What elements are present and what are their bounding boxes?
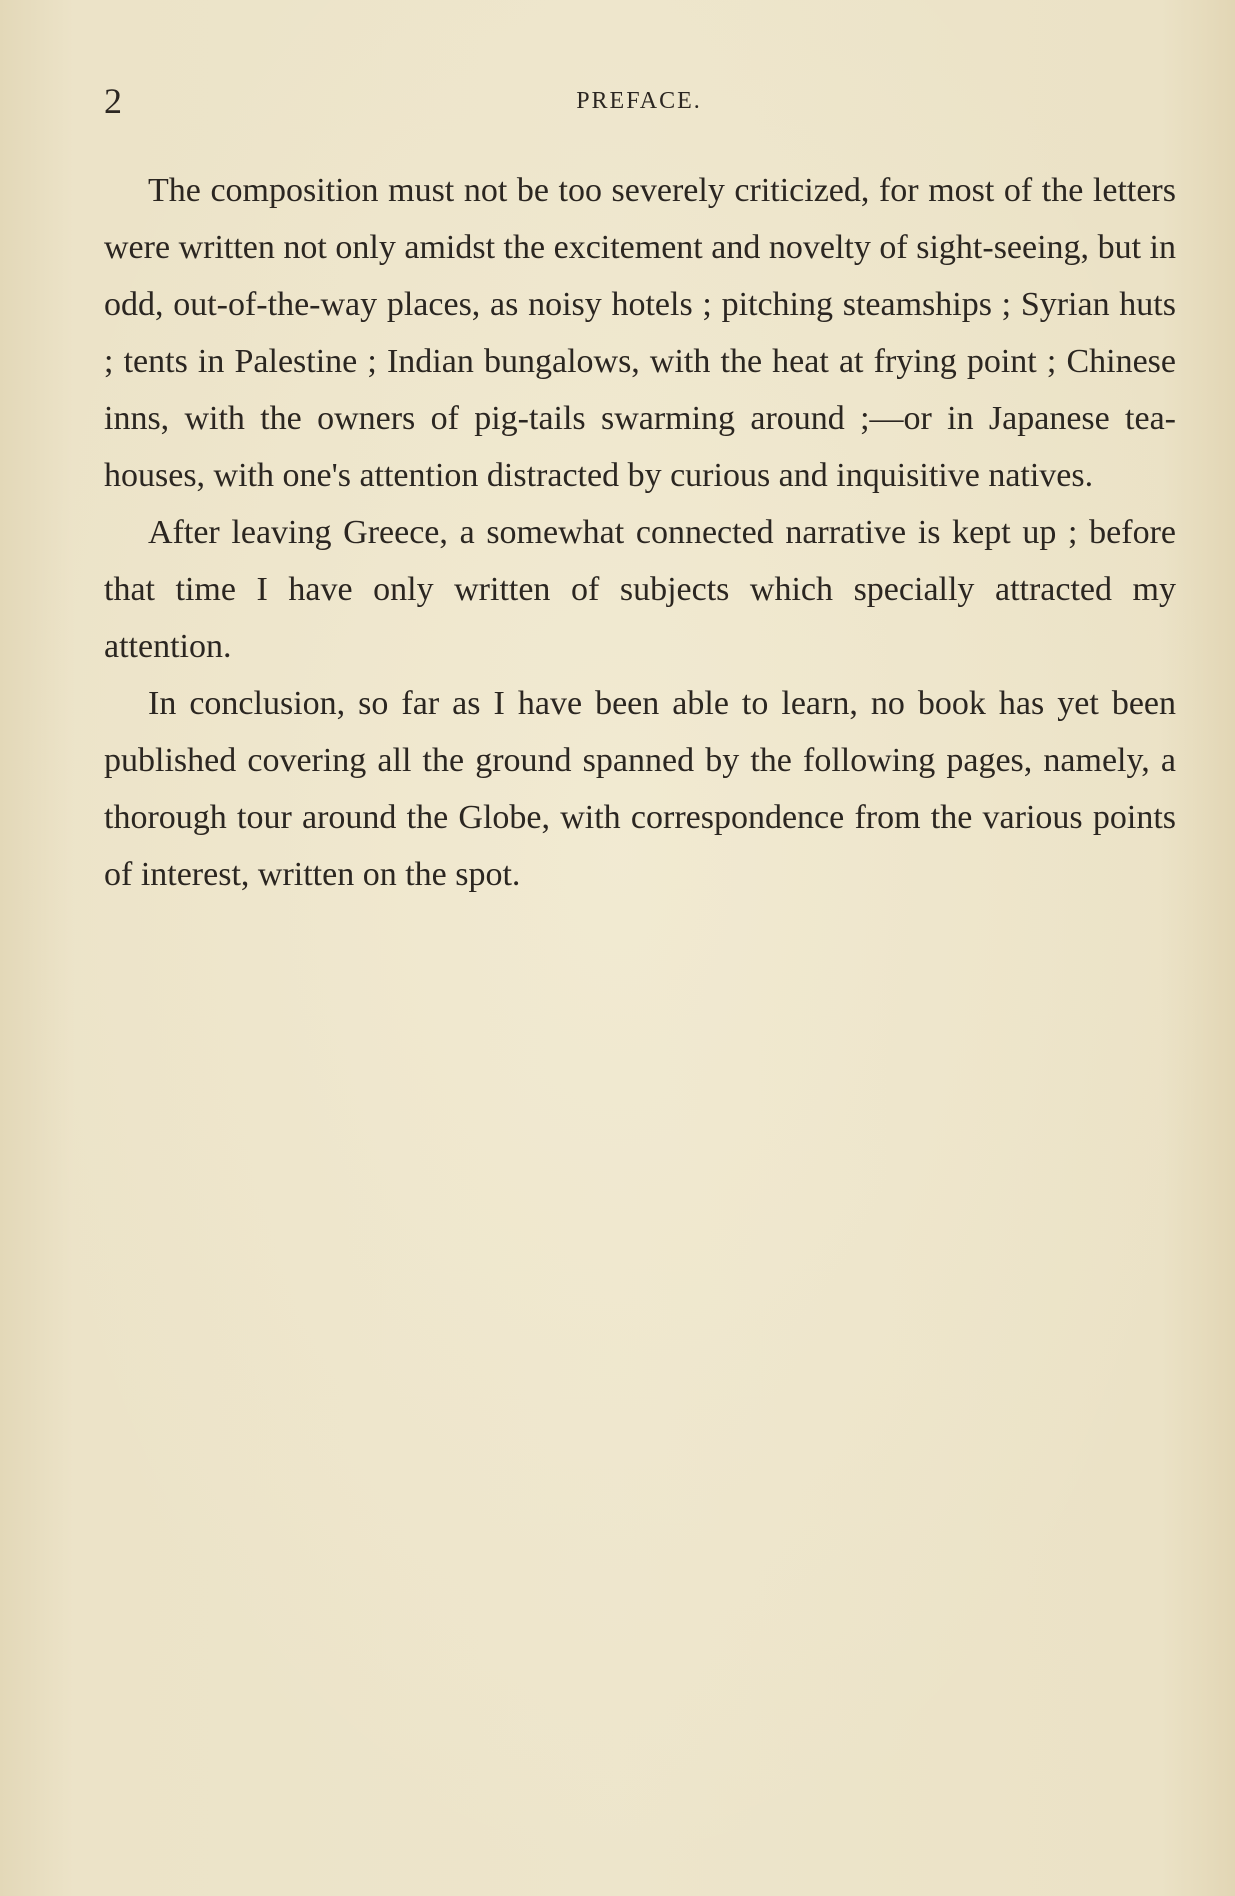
- page-number: 2: [104, 81, 122, 121]
- paragraph-conclusion: In conclusion, so far as I have been able to learn, no book has yet been published covering all the ground spanned by the following pages, namely, a thorough tour around the Globe, with correspondence from the various points of interest, written on the spot.: [104, 685, 1176, 893]
- running-head: PREFACE.: [576, 88, 702, 114]
- paragraph-composition: The composition must not be too severely criticized, for most of the letters were written not only amidst the excitement and novelty of sight-seeing, but in odd, out-of-the-way places, as noisy hotels ; pitching steamships ; Syrian huts ; tents in Palestine ; Indian bungalows, with the heat at frying point ; Chinese inns, with the owners of pig-tails swarming around ;—or in Japanese tea-houses, with one's attention distracted by curious and inquisitive natives.: [104, 172, 1176, 494]
- page-header: [104, 80, 1174, 120]
- preface-text: [104, 162, 1176, 903]
- paragraph-narrative: After leaving Greece, a somewhat connected narrative is kept up ; before that time I have only written of subjects which specially attracted my attention.: [104, 514, 1176, 665]
